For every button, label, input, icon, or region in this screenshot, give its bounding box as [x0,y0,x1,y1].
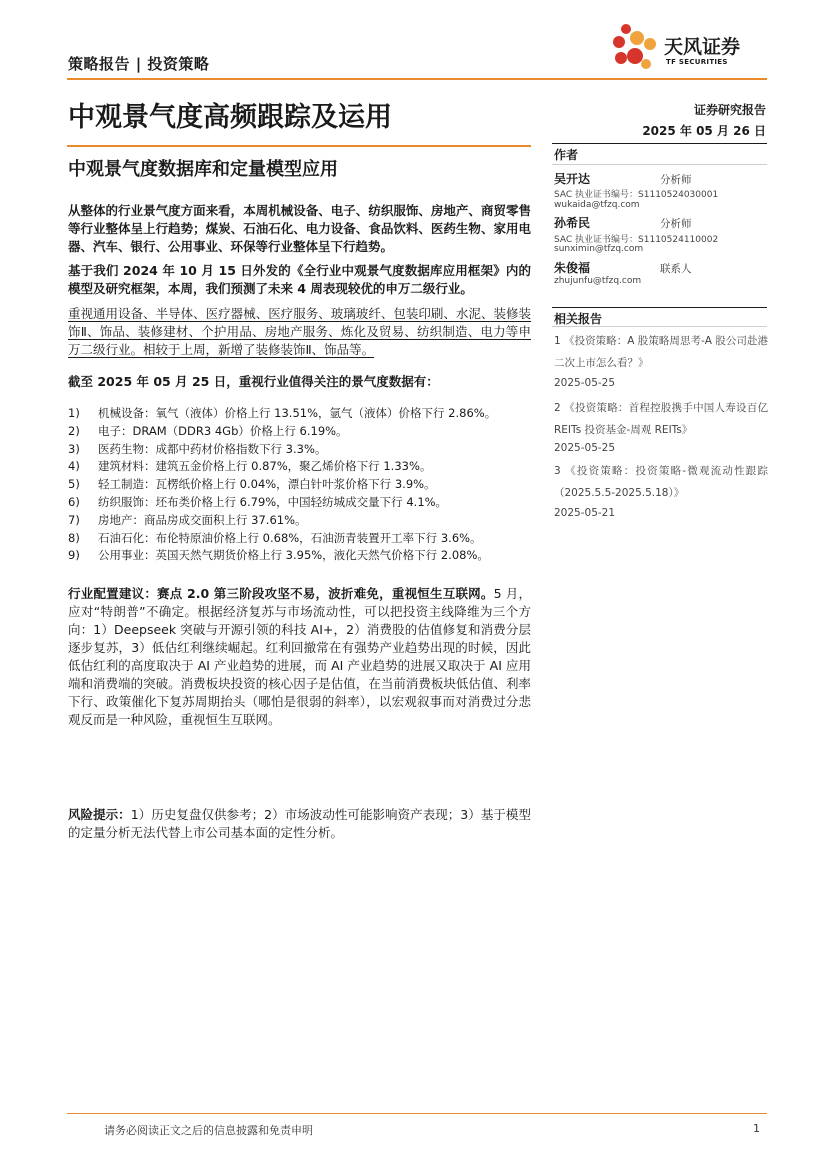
author-name: 吴开达 [554,172,591,186]
sidebar-divider [552,307,767,308]
page-number: 1 [753,1122,760,1135]
author-cert: SAC 执业证书编号：S1110524110002 [554,235,719,245]
author-role: 联系人 [660,263,692,275]
author-name: 孙希民 [554,216,591,230]
model-paragraph: 基于我们 2024 年 10 月 15 日外发的《全行业中观景气度数据库应用框架》内的模型及研究框架，本周，我们预测了未来 4 周表现较优的申万二级行业。 [68,263,531,296]
report-category: 策略报告 | 投资策略 [68,55,210,73]
related-report-link[interactable]: 1 《投资策略：A 股策略周思考-A 股公司赴港二次上市怎么看？》 [554,335,768,369]
list-item: 1) 机械设备：氧气（液体）价格上行 13.51%，氩气（液体）价格下行 2.86%。 [68,406,497,420]
allocation-lead: 行业配置建议：赛点 2.0 第三阶段攻坚不易，波折难免，重视恒生互联网。 [68,586,494,601]
header-rule [67,78,767,80]
list-item: 3) 医药生物：成都中药材价格指数下行 3.3%。 [68,441,327,456]
list-item: 5) 轻工制造：瓦楞纸价格上行 0.04%，漂白针叶浆价格下行 3.9%。 [68,477,436,492]
report-date: 2025 年 05 月 26 日 [642,124,766,138]
logo-text-cn: 天风证券 [664,36,741,58]
author-email[interactable]: sunximin@tfzq.com [554,244,644,254]
footer-rule [67,1113,767,1114]
related-report-date: 2025-05-21 [554,507,616,519]
list-item: 9) 公用事业：英国天然气期货价格上行 3.95%，液化天然气价格下行 2.08%。 [68,548,489,563]
title-rule [67,145,531,147]
report-type: 证券研究报告 [693,103,766,117]
related-heading: 相关报告 [554,312,603,326]
page-subtitle: 中观景气度数据库和定量模型应用 [68,159,338,180]
author-email[interactable]: zhujunfu@tfzq.com [554,276,642,286]
company-logo [610,22,770,72]
author-email[interactable]: wukaida@tfzq.com [554,200,640,210]
footer-disclaimer[interactable]: 请务必阅读正文之后的信息披露和免责申明 [104,1124,313,1137]
sidebar-divider [552,326,767,327]
industries-paragraph [68,305,531,359]
list-item: 2) 电子：DRAM（DDR3 4Gb）价格上行 6.19%。 [68,423,348,438]
author-role: 分析师 [660,174,692,186]
indicator-list [68,405,531,565]
risk-lead: 风险提示： [68,807,131,822]
authors-heading: 作者 [554,148,579,162]
related-report-date: 2025-05-25 [554,442,616,454]
logo-mark-icon [610,22,664,72]
list-item: 4) 建筑材料：建筑五金价格上行 0.87%，聚乙烯价格下行 1.33%。 [68,459,432,474]
summary-paragraph: 从整体的行业景气度方面来看，本周机械设备、电子、纺织服饰、房地产、商贸零售等行业整体呈上行趋势；煤炭、石油石化、电力设备、食品饮料、医药生物、家用电器、汽车、银行、公用事业、环保等行业整体呈下行趋势。 [68,203,531,254]
related-report-date: 2025-05-25 [554,377,616,389]
author-cert: SAC 执业证书编号：S1110524030001 [554,190,719,200]
allocation-text: 5 月，应对“特朗普”不确定。根据经济复苏与市场流动性，可以把投资主线降维为三个方向：1）Deepseek 突破与开源引领的科技 AI+，2）消费股的估值修复和消费分层逐步复苏，3）低估红利继续崛起。红利回撤常在有强势产业趋势出现的时候，因此低估红利的高度取决于 AI 产业趋势的进展，而 AI 产业趋势的进展又取决于 AI 应用端和消费端的突破。消费板块投资的核心因子是估值，在当前消费板块低估值、利率下行、政策催化下复苏周期抬头（哪怕是很弱的斜率），以宏观叙事而对消费过分悲观反而是一种风险，重视恒生互联网。 [68,586,531,727]
industries-text: 重视通用设备、半导体、医疗器械、医疗服务、玻璃玻纤、包装印刷、水泥、装修装饰Ⅱ、饰品、装修建材、个护用品、房地产服务、炼化及贸易、纺织制造、电力等申万二级行业。相较于上周，新增了装修装饰Ⅱ、饰品等。 [68,306,531,357]
logo-text-en: TF SECURITIES [666,58,728,66]
sidebar-divider [552,164,767,165]
sidebar-divider [552,143,767,144]
risk-paragraph [68,806,531,842]
related-report-link[interactable]: 2 《投资策略：首程控股携手中国人寿设百亿 REITs 投资基金-周观 REITs》 [554,402,768,436]
list-item: 8) 石油石化：布伦特原油价格上行 0.68%，石油沥青装置开工率下行 3.6%。 [68,530,482,545]
author-role: 分析师 [660,218,692,230]
page-title: 中观景气度高频跟踪及运用 [68,102,392,133]
author-name: 朱俊福 [554,261,591,275]
related-report-link[interactable]: 3 《投资策略：投资策略-微观流动性跟踪（2025.5.5-2025.5.18）》 [554,465,768,499]
allocation-paragraph [68,585,531,729]
risk-text: 1）历史复盘仅供参考；2）市场波动性可能影响资产表现；3）基于模型的定量分析无法代替上市公司基本面的定性分析。 [68,807,531,840]
list-item: 6) 纺织服饰：坯布类价格上行 6.79%，中国轻纺城成交量下行 4.1%。 [68,494,448,509]
list-item: 7) 房地产：商品房成交面积上行 37.61%。 [68,512,307,527]
data-intro: 截至 2025 年 05 月 25 日，重视行业值得关注的景气度数据有： [68,374,439,389]
